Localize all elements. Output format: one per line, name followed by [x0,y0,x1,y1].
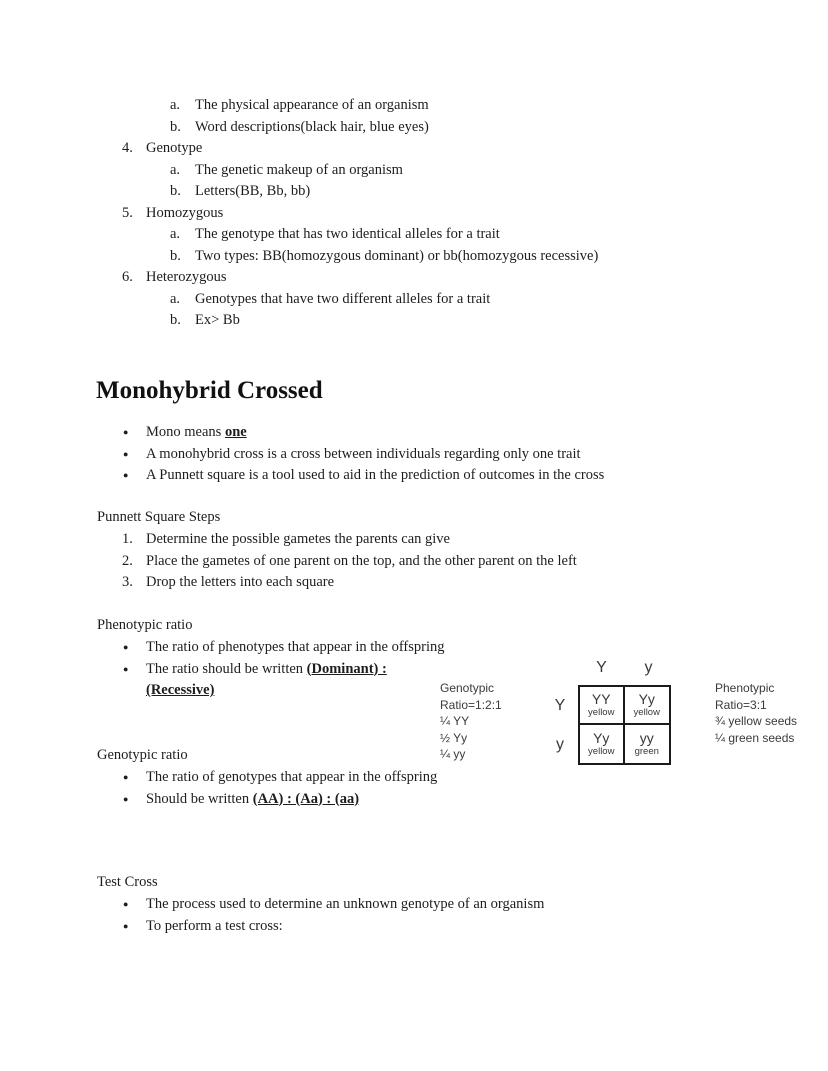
list-text: Genotypes that have two different alleles for a trait [195,290,491,307]
list-marker: b. [170,247,181,264]
list-text: Word descriptions(black hair, blue eyes) [195,118,429,135]
list-text: The ratio should be written (Dominant) : (Recessive) [146,660,387,698]
caption-line: Genotypic [440,681,495,695]
bullet-icon: ● [123,920,129,931]
cell-phenotype: yellow [588,707,615,718]
caption-line: Ratio=3:1 [715,697,767,712]
caption-line: Ratio=1:2:1 [440,697,502,712]
list-text: The ratio of genotypes that appear in the offspring [146,769,438,785]
list-item [0,572,828,594]
cell-genotype: yy [639,730,654,746]
list-marker: 1. [122,531,133,547]
cell-genotype: Yy [593,730,610,746]
list-item [0,117,828,139]
bullet-icon: ● [123,772,129,782]
top-gamete-label: y [644,659,653,676]
list-text: To perform a test cross: [146,917,283,934]
list-item [0,894,828,916]
section-title-phenotypic: Phenotypic ratio [97,617,193,633]
list-item [0,422,828,444]
list-item [0,181,828,203]
list-text: The process used to determine an unknown genotype of an organism [146,896,545,912]
overview-bullets [0,422,828,487]
list-marker: 6. [122,269,133,285]
list-text: Genotype [146,140,203,156]
list-text: Drop the letters into each square [146,574,335,590]
list-text: Ex> Bb [195,312,240,328]
top-gamete-label: Y [596,659,607,676]
punnett-grid [578,685,671,765]
list-marker: b. [170,183,181,199]
list-marker: a. [170,290,181,307]
list-item [0,444,828,466]
cell-phenotype: yellow [633,707,660,718]
list-item [0,789,828,811]
phenotypic-ratio-caption [715,680,797,746]
punnett-steps-list [0,529,828,594]
list-item [0,203,828,225]
caption-line: Phenotypic [715,681,775,695]
list-text: The physical appearance of an organism [195,97,429,113]
left-gamete-label: Y [554,697,566,714]
genotypic-ratio-caption [440,680,502,763]
list-item [0,138,828,160]
left-gamete-label: y [556,736,564,753]
list-text: The genetic makeup of an organism [195,161,403,178]
caption-line: ¼ YY [440,714,470,728]
list-marker: 5. [122,204,133,221]
bullet-icon: ● [123,899,129,909]
list-item [0,289,828,311]
page-title: Monohybrid Crossed [96,377,323,404]
cell-genotype: YY [591,691,611,707]
punnett-cell [625,687,670,725]
bullet-icon: ● [123,448,129,459]
list-text: Heterozygous [146,269,227,285]
section-title-test-cross: Test Cross [97,874,158,890]
list-item [0,267,828,289]
list-text: A Punnett square is a tool used to aid in the prediction of outcomes in the cross [146,467,605,483]
punnett-cell [580,687,625,725]
list-item [0,637,828,659]
test-cross-bullets [0,894,828,937]
list-text: Should be written (AA) : (Aa) : (aa) [146,790,360,807]
punnett-cell [580,725,625,763]
list-marker: a. [170,161,181,178]
list-item [0,310,828,332]
list-marker: a. [170,97,181,113]
phenotypic-bullets [0,637,828,702]
cell-phenotype: green [634,746,659,757]
list-text: Two types: BB(homozygous dominant) or bb(homozygous recessive) [195,247,599,264]
list-item [0,659,828,702]
list-marker: 3. [122,574,133,590]
list-item [0,95,828,117]
section-title-punnett-steps: Punnett Square Steps [97,509,221,525]
list-item [0,465,828,487]
list-marker: b. [170,118,181,135]
section-title-genotypic: Genotypic ratio [97,747,188,763]
list-item [0,246,828,268]
bullet-icon: ● [123,663,129,674]
genotypic-bullets [0,767,828,810]
list-text: The ratio of phenotypes that appear in the offspring [146,639,445,655]
list-text: Homozygous [146,204,224,221]
punnett-cell [625,725,670,763]
caption-line: ¼ green seeds [715,730,795,745]
list-text: A monohybrid cross is a cross between individuals regarding only one trait [146,445,581,462]
bullet-icon: ● [123,793,129,804]
list-item [0,767,828,789]
bullet-icon: ● [123,427,129,437]
caption-line: ¼ yy [440,747,466,761]
caption-line: ½ Yy [440,730,468,745]
cell-phenotype: yellow [588,746,615,757]
list-item [0,551,828,573]
bullet-icon: ● [123,642,129,652]
list-text: Place the gametes of one parent on the top, and the other parent on the left [146,552,577,569]
list-marker: a. [170,226,181,242]
list-marker: 4. [122,140,133,156]
list-text: The genotype that has two identical alleles for a trait [195,226,500,242]
vocab-outline [0,95,828,332]
bullet-icon: ● [123,470,129,480]
list-item [0,916,828,938]
list-text: Determine the possible gametes the parents can give [146,531,450,547]
list-item [0,529,828,551]
cell-genotype: Yy [638,691,655,707]
list-text: Letters(BB, Bb, bb) [195,183,311,199]
list-marker: b. [170,312,181,328]
list-text: Mono means one [146,424,247,440]
list-item [0,224,828,246]
list-marker: 2. [122,552,133,569]
list-item [0,160,828,182]
caption-line: ¾ yellow seeds [715,714,798,728]
